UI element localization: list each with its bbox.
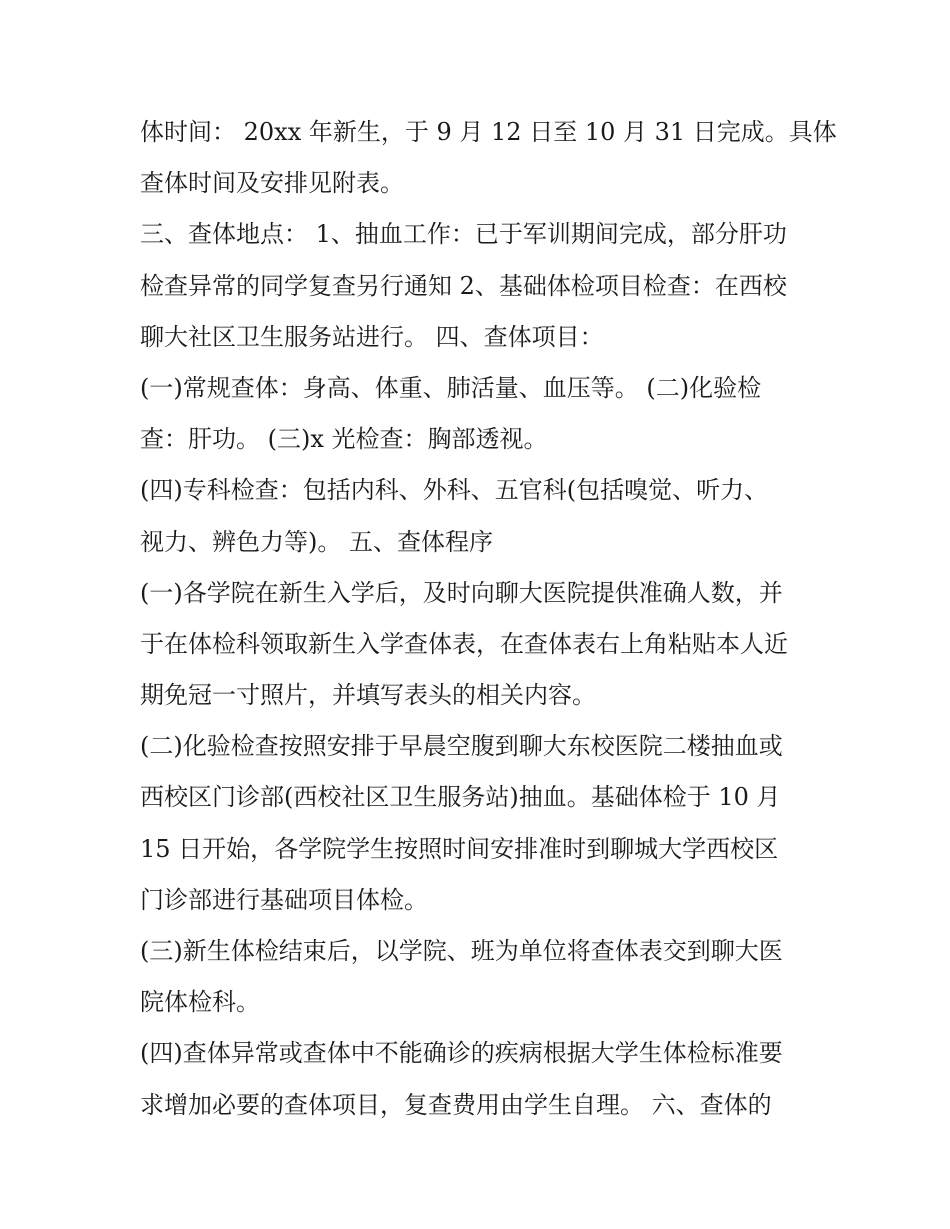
text-line: 视力、辨色力等)。 五、查体程序 [140, 527, 493, 556]
text-line: 体时间： 20xx 年新生，于 9 月 12 日至 10 月 31 日完成。具体 [140, 118, 837, 146]
text-line: (三)新生体检结束后，以学院、班为单位将查体表交到聊大医 [140, 937, 783, 965]
document-body [140, 107, 837, 1131]
text-line: (四)专科检查：包括内科、外科、五官科(包括嗅觉、听力、 [140, 476, 769, 505]
text-line: 院体检科。 [140, 988, 260, 1017]
text-line: 求增加必要的查体项目，复查费用由学生自理。 六、查体的 [140, 1090, 772, 1119]
text-line: 15 日开始，各学院学生按照时间安排准时到聊城大学西校区 [140, 834, 779, 863]
text-line: 门诊部进行基础项目体检。 [140, 885, 428, 914]
text-line: 聊大社区卫生服务站进行。 四、查体项目： [140, 322, 604, 351]
text-line: (四)查体异常或查体中不能确诊的疾病根据大学生体检标准要 [140, 1039, 783, 1068]
text-line: (二)化验检查按照安排于早晨空腹到聊大东校医院二楼抽血或 [140, 732, 783, 761]
text-line: 西校区门诊部(西校社区卫生服务站)抽血。基础体检于 10 月 [140, 783, 781, 812]
text-line: 期免冠一寸照片，并填写表头的相关内容。 [140, 681, 596, 710]
text-line: 三、查体地点： 1、抽血工作：已于军训期间完成，部分肝功 [140, 220, 787, 249]
text-line: (一)各学院在新生入学后，及时向聊大医院提供准确人数，并 [140, 578, 783, 607]
text-line: (一)常规查体：身高、体重、肺活量、血压等。 (二)化验检 [140, 373, 762, 402]
text-line: 检查异常的同学复查另行通知 2、基础体检项目检查：在西校 [140, 271, 787, 300]
text-line: 于在体检科领取新生入学查体表，在查体表右上角粘贴本人近 [140, 629, 788, 658]
text-line: 查：肝功。 (三)x 光检查：胸部透视。 [140, 425, 548, 454]
text-line: 查体时间及安排见附表。 [140, 169, 404, 198]
